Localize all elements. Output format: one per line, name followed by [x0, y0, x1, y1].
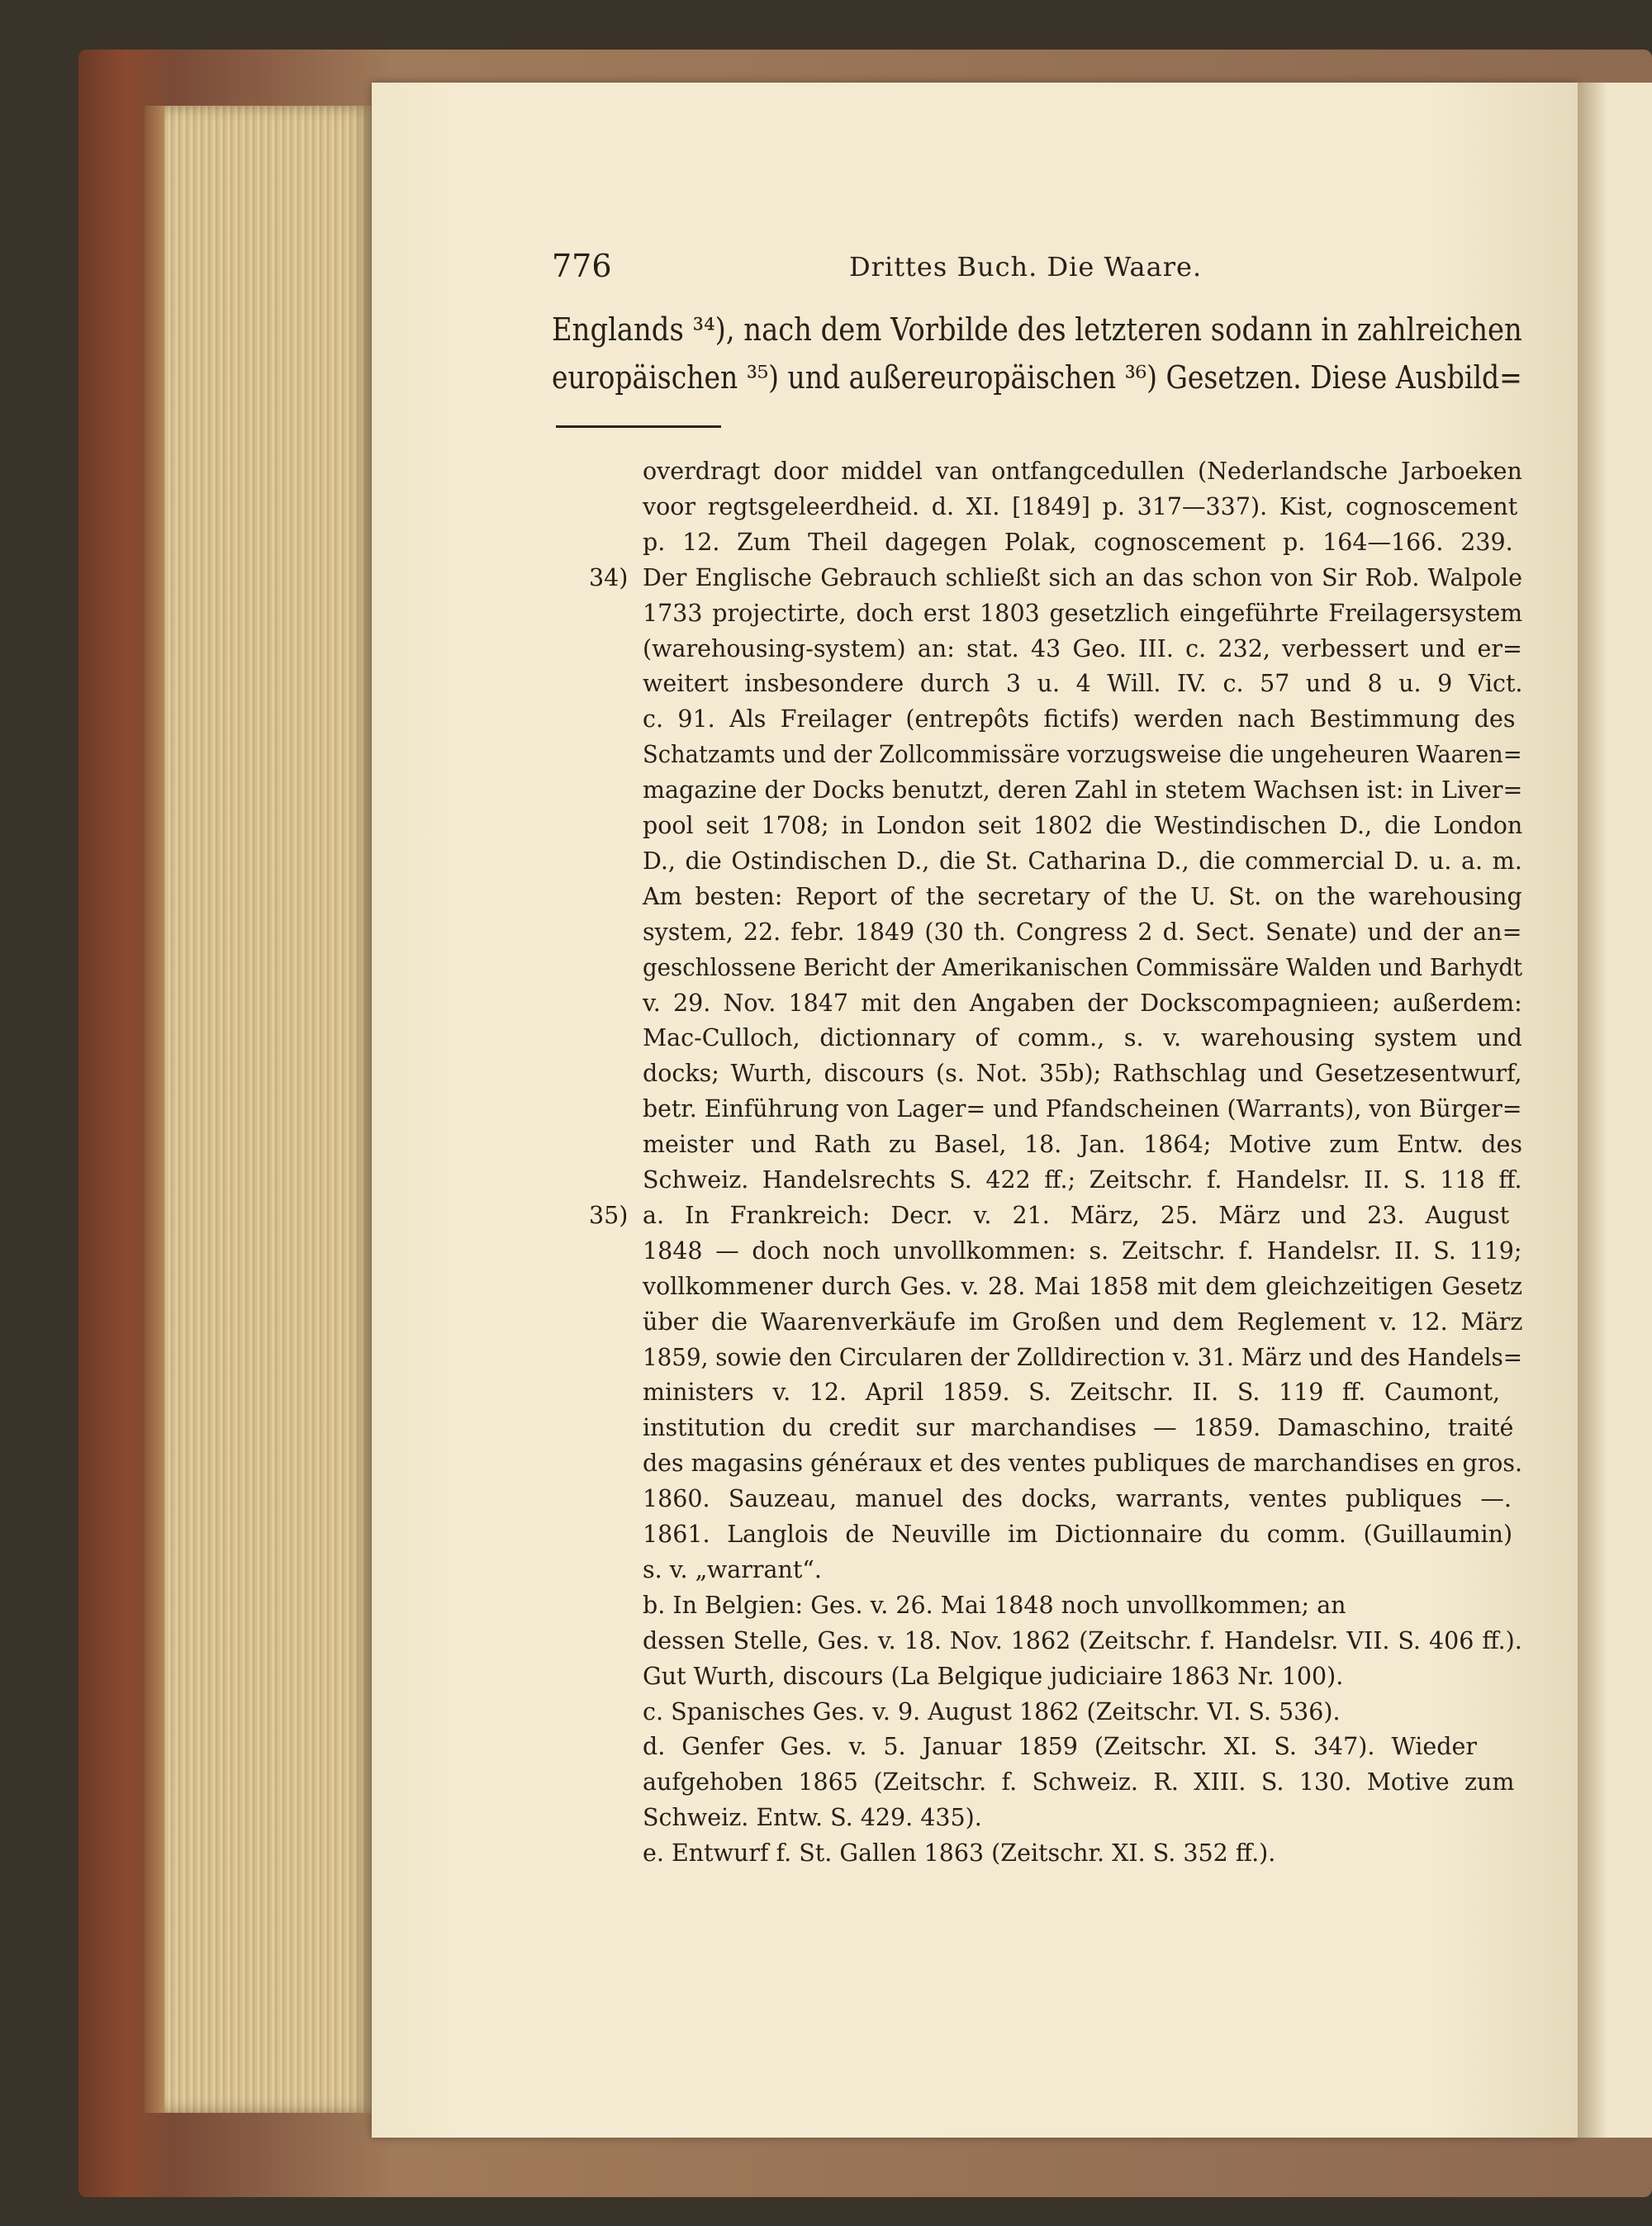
- footnote-line: ministers v. 12. April 1859. S. Zeitschr. II. S. 119 ff. Caumont,: [643, 1379, 1501, 1406]
- footnote-line: aufgehoben 1865 (Zeitschr. f. Schweiz. R. XIII. S. 130. Motive zum: [643, 1768, 1515, 1796]
- footnote-line: v. 29. Nov. 1847 mit den Angaben der Dockscompagnieen; außerdem:: [643, 990, 1522, 1017]
- footnote-line: p. 12. Zum Theil dagegen Polak, cognoscement p. 164—166. 239.: [643, 529, 1513, 556]
- footnote-line: e. Entwurf f. St. Gallen 1863 (Zeitschr. XI. S. 352 ff.).: [643, 1839, 1276, 1867]
- footnote-line: Schweiz. Handelsrechts S. 422 ff.; Zeitschr. f. Handelsr. II. S. 118 ff.: [643, 1166, 1522, 1194]
- page-number: 776: [552, 248, 612, 284]
- footnote-line: dessen Stelle, Ges. v. 18. Nov. 1862 (Zeitschr. f. Handelsr. VII. S. 406 ff.).: [643, 1627, 1522, 1654]
- footnote-line: meister und Rath zu Basel, 18. Jan. 1864; Motive zum Entw. des: [643, 1131, 1523, 1158]
- footnote-line: institution du credit sur marchandises — 1859. Damaschino, traité: [643, 1414, 1514, 1441]
- footnote-line: weitert insbesondere durch 3 u. 4 Will. IV. c. 57 und 8 u. 9 Vict.: [643, 670, 1523, 697]
- footnote-line: Am besten: Report of the secretary of the U. St. on the warehousing: [643, 883, 1522, 910]
- footnote-line: 1860. Sauzeau, manuel des docks, warrants, ventes publiques —.: [643, 1485, 1512, 1512]
- running-head: [552, 248, 1522, 297]
- footnote-line: c. Spanisches Ges. v. 9. August 1862 (Zeitschr. VI. S. 536).: [643, 1698, 1341, 1725]
- footnote-line: 1848 — doch noch unvollkommen: s. Zeitschr. f. Handelsr. II. S. 119;: [643, 1237, 1522, 1265]
- main-text: [552, 306, 1522, 401]
- footnote-line: Gut Wurth, discours (La Belgique judiciaire 1863 Nr. 100).: [643, 1663, 1344, 1690]
- footnote-line: a. In Frankreich: Decr. v. 21. März, 25. März und 23. August: [643, 1202, 1510, 1229]
- footnote-line: betr. Einführung von Lager= und Pfandscheinen (Warrants), von Bürger=: [643, 1095, 1522, 1122]
- footnote-line: Schatzamts und der Zollcommissäre vorzugsweise die ungeheuren Waaren=: [643, 741, 1522, 768]
- footnote-line: d. Genfer Ges. v. 5. Januar 1859 (Zeitschr. XI. S. 347). Wieder: [643, 1733, 1477, 1760]
- footnote-line: docks; Wurth, discours (s. Not. 35b); Rathschlag und Gesetzesentwurf,: [643, 1060, 1522, 1087]
- footnote-line: c. 91. Als Freilager (entrepôts fictifs) werden nach Bestimmung des: [643, 705, 1516, 733]
- page-gutter: [1578, 83, 1652, 2138]
- footnote-number: 34): [589, 564, 629, 591]
- footnote-line: 1733 projectirte, doch erst 1803 gesetzlich eingeführte Freilagersystem: [643, 600, 1523, 627]
- footnote-line: voor regtsgeleerdheid. d. XI. [1849] p. 317—337). Kist, cognoscement: [643, 493, 1518, 520]
- footnote-line: Der Englische Gebrauch schließt sich an das schon von Sir Rob. Walpole: [643, 564, 1522, 591]
- page-block-edge: [145, 106, 374, 2113]
- footnote-line: geschlossene Bericht der Amerikanischen Commissäre Walden und Barhydt: [643, 954, 1523, 981]
- running-title: Drittes Buch. Die Waare.: [849, 251, 1203, 282]
- footnote-line: des magasins généraux et des ventes publiques de marchandises en gros.: [643, 1450, 1522, 1477]
- footnote-rule: [556, 425, 721, 428]
- footnote-line: system, 22. febr. 1849 (30 th. Congress 2 d. Sect. Senate) und der an=: [643, 918, 1522, 946]
- main-text-line: Englands ³⁴), nach dem Vorbilde des letzteren sodann in zahlreichen: [552, 311, 1522, 348]
- footnote-line: 1859, sowie den Circularen der Zolldirection v. 31. März und des Handels=: [643, 1344, 1523, 1371]
- footnote-line: (warehousing-system) an: stat. 43 Geo. III. c. 232, verbessert und er=: [643, 635, 1522, 662]
- footnote-line: Schweiz. Entw. S. 429. 435).: [643, 1804, 982, 1831]
- footnote-line: vollkommener durch Ges. v. 28. Mai 1858 mit dem gleichzeitigen Gesetz: [643, 1273, 1523, 1300]
- footnote-line: overdragt door middel van ontfangcedullen (Nederlandsche Jarboeken: [643, 458, 1522, 485]
- footnote-line: D., die Ostindischen D., die St. Catharina D., die commercial D. u. a. m.: [643, 847, 1522, 875]
- footnote-number: 35): [589, 1202, 629, 1229]
- footnote-line: Mac-Culloch, dictionnary of comm., s. v. warehousing system und: [643, 1024, 1522, 1051]
- footnote-line: über die Waarenverkäufe im Großen und dem Reglement v. 12. März: [643, 1308, 1523, 1336]
- footnote-line: 1861. Langlois de Neuville im Dictionnaire du comm. (Guillaumin): [643, 1521, 1513, 1548]
- footnote-line: pool seit 1708; in London seit 1802 die Westindischen D., die London: [643, 812, 1523, 839]
- cover-edge-shade: [145, 106, 164, 2113]
- main-text-line: europäischen ³⁵) und außereuropäischen ³⁶) Gesetzen. Diese Ausbild=: [552, 359, 1522, 396]
- footnote-line: b. In Belgien: Ges. v. 26. Mai 1848 noch unvollkommen; an: [643, 1592, 1346, 1619]
- footnote-line: magazine der Docks benutzt, deren Zahl in stetem Wachsen ist: in Liver=: [643, 776, 1523, 804]
- footnote-line: s. v. „warrant“.: [643, 1556, 822, 1583]
